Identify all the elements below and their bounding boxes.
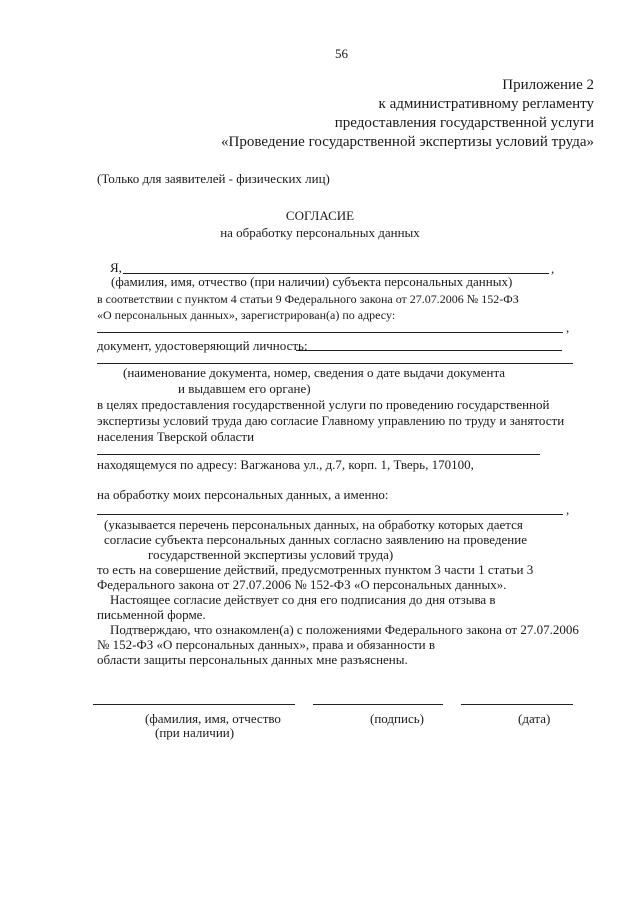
document-line-2 <box>97 363 573 364</box>
signature-sign-caption: (подпись) <box>370 711 424 726</box>
appendix-line-4: «Проведение государственной экспертизы условий труда» <box>221 134 594 150</box>
registered-line: «О персональных данных», зарегистрирован(а) по адресу: <box>97 308 396 322</box>
list-caption-2: согласие субъекта персональных данных согласно заявлению на проведение <box>104 532 527 547</box>
document-label: документ, удостоверяющий личность: <box>97 338 308 353</box>
actions-line-2: Федерального закона от 27.07.2006 № 152-ФЗ «О персональных данных». <box>97 577 507 592</box>
page-number: 56 <box>335 46 348 61</box>
validity-line-2: письменной форме. <box>97 607 206 622</box>
confirm-line-2: № 152-ФЗ «О персональных данных», права и обязанности в <box>97 637 436 652</box>
signature-date-caption: (дата) <box>518 711 551 726</box>
document-caption-1: (наименование документа, номер, сведения о дате выдачи документа <box>123 365 506 380</box>
fio-caption: (фамилия, имя, отчество (при наличии) субъекта персональных данных) <box>111 274 513 289</box>
data-list-line-comma: , <box>566 502 570 517</box>
purpose-line-2: экспертизы условий труда даю согласие Главному управлению по труду и занятости <box>97 413 565 428</box>
signature-fio-caption-2: (при наличии) <box>155 725 235 740</box>
address-line-comma: , <box>566 320 570 335</box>
purpose-line-3: населения Тверской области <box>97 429 255 444</box>
list-caption-3: государственной экспертизы условий труда) <box>148 547 394 562</box>
validity-line-1: Настоящее согласие действует со дня его подписания до дня отзыва в <box>110 592 496 607</box>
confirm-line-1: Подтверждаю, что ознакомлен(а) с положениями Федерального закона от 27.07.2006 <box>110 622 579 637</box>
signature-date-line <box>461 704 573 705</box>
authority-address: находящемуся по адресу: Вагжанова ул., д.7, корп. 1, Тверь, 170100, <box>97 457 474 472</box>
list-caption-1: (указывается перечень персональных данных, на обработку которых дается <box>104 517 523 532</box>
processing-line: на обработку моих персональных данных, а именно: <box>97 487 389 502</box>
actions-line-1: то есть на совершение действий, предусмотренных пунктом 3 части 1 статьи 3 <box>97 562 534 577</box>
signature-sign-line <box>313 704 443 705</box>
appendix-line-2: к административному регламенту <box>378 96 594 112</box>
applicant-note: (Только для заявителей - физических лиц) <box>97 171 330 186</box>
document-title: СОГЛАСИЕ <box>285 208 355 223</box>
appendix-line-3: предоставления государственной услуги <box>334 115 594 131</box>
signature-fio-caption-1: (фамилия, имя, отчество <box>145 711 281 726</box>
data-list-line <box>97 514 563 515</box>
address-line <box>97 332 563 333</box>
purpose-line-1: в целях предоставления государственной услуги по проведению государственной <box>97 397 550 412</box>
fio-line-comma: , <box>551 261 555 276</box>
document-subtitle: на обработку персональных данных <box>220 225 420 240</box>
document-line <box>296 350 562 351</box>
confirm-line-3: области защиты персональных данных мне разъяснены. <box>97 652 408 667</box>
i-label: Я, <box>110 260 122 275</box>
signature-fio-line <box>93 704 295 705</box>
document-caption-2: и выдавшем его органе) <box>178 381 311 396</box>
appendix-line-1: Приложение 2 <box>502 77 594 93</box>
authority-line <box>97 454 540 455</box>
accordance-line: в соответствии с пунктом 4 статьи 9 Федерального закона от 27.07.2006 № 152-ФЗ <box>97 292 519 306</box>
